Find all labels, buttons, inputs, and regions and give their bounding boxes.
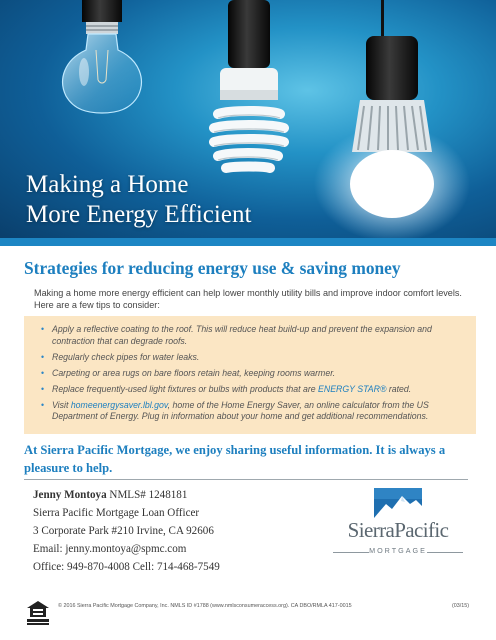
- hero-divider-strip: [0, 238, 496, 246]
- contact-name-line: [33, 486, 293, 504]
- tip-item: [38, 352, 464, 364]
- tip-item: [38, 400, 464, 423]
- tip-text: Regularly check pipes for water leaks.: [52, 351, 200, 362]
- bullet-icon: •: [41, 351, 45, 362]
- hero-title-line-2: More Energy Efficient: [26, 201, 252, 228]
- tip-text: Apply a reflective coating to the roof. This will reduce heat build-up and prevent the expansion and contraction that can degrade roofs.: [52, 324, 432, 346]
- bullet-icon: •: [41, 324, 45, 334]
- page-headline: Strategies for reducing energy use & saving money: [24, 258, 401, 278]
- footer-copyright: © 2016 Sierra Pacific Mortgage Company, Inc. NMLS ID #1788 (www.nmlsconsumeraccess.org). CA DBO/RMLA 417-0015: [58, 603, 352, 609]
- logo-wordmark: SierraPacific: [347, 518, 449, 542]
- bullet-icon: •: [41, 399, 45, 410]
- contact-block: [33, 486, 293, 576]
- mountain-logo-icon: [374, 488, 422, 518]
- footer-date-code: (03/15): [452, 603, 470, 609]
- hero-title: [26, 170, 251, 230]
- tip-text: Carpeting or area rugs on bare floors retain heat, keeping rooms warmer.: [52, 367, 336, 378]
- tip-item: [38, 368, 464, 380]
- bullet-icon: •: [41, 383, 45, 394]
- contact-email[interactable]: Email: jenny.montoya@spmc.com: [33, 543, 187, 555]
- home-energy-saver-link[interactable]: homeenergysaver.lbl.gov: [70, 399, 168, 410]
- tip-text-after: , home of the Home Energy Saver, an online calculator from the US Department of Energy. Plug in information about your home and get additional recommendations.: [52, 399, 429, 422]
- equal-housing-lender-icon: [26, 600, 50, 626]
- sierra-pacific-logo: [333, 488, 463, 558]
- energy-star-link[interactable]: ENERGY STAR®: [318, 383, 387, 394]
- sharing-statement: At Sierra Pacific Mortgage, we enjoy sharing useful information. It is always a pleasure to help.: [24, 443, 446, 475]
- tip-item: [38, 384, 464, 396]
- tip-text-before: Visit: [52, 399, 71, 410]
- cfl-bulb-icon: [214, 0, 284, 168]
- incandescent-bulb-icon: [63, 0, 142, 113]
- tip-text-before: Replace frequently-used light fixtures or bulbs with products that are: [52, 383, 319, 394]
- bullet-icon: •: [41, 367, 45, 378]
- logo-subtitle: MORTGAGE: [369, 546, 427, 555]
- contact-name: Jenny Montoya: [33, 489, 107, 501]
- hero-banner: [0, 0, 496, 238]
- contact-nmls: NMLS# 1248181: [106, 489, 188, 501]
- tips-box: [24, 316, 476, 434]
- contact-title: Sierra Pacific Mortgage Loan Officer: [33, 507, 200, 519]
- tip-item: [38, 324, 464, 347]
- contact-phones: Office: 949-870-4008 Cell: 714-468-7549: [33, 561, 220, 573]
- contact-address: 3 Corporate Park #210 Irvine, CA 92606: [33, 525, 214, 537]
- intro-paragraph: Making a home more energy efficient can help lower monthly utility bills and improve indoor comfort levels. Here are a few tips to consider:: [34, 288, 462, 310]
- divider-line: [24, 479, 468, 480]
- tip-text-after: rated.: [386, 383, 412, 394]
- tips-list: [38, 324, 464, 427]
- hero-title-line-1: Making a Home: [26, 171, 189, 198]
- led-bulb-icon: [314, 0, 470, 238]
